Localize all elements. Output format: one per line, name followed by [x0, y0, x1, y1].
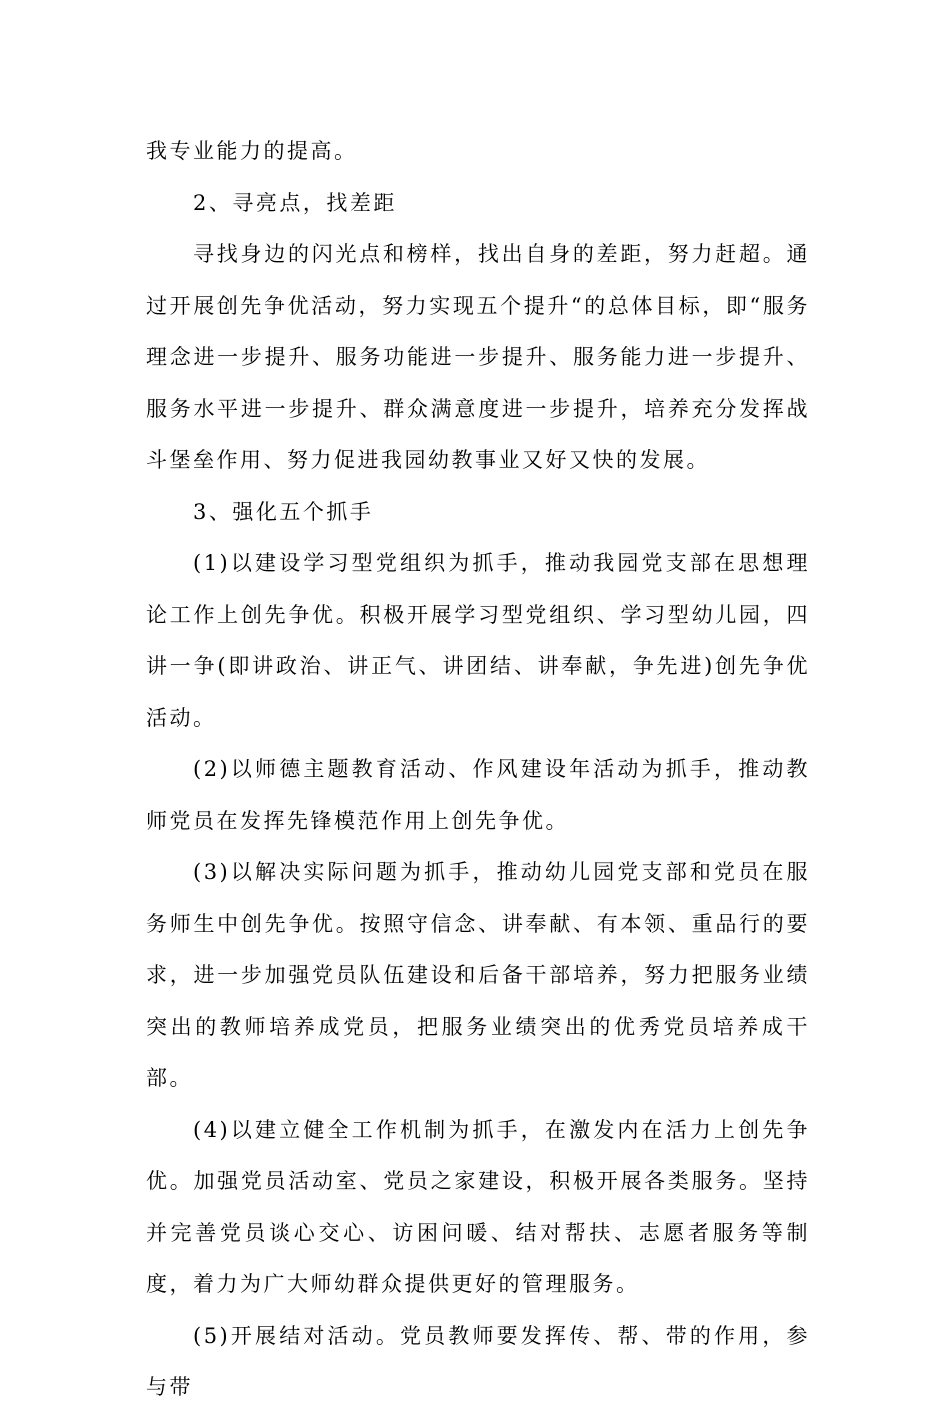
paragraph-goals: 寻找身边的闪光点和榜样，找出自身的差距，努力赶超。通过开展创先争优活动，努力实现五个提升“的总体目标，即“服务理念进一步提升、服务功能进一步提升、服务能力进一步提升、服务水平进一步提升、群众满意度进一步提升，培养充分发挥战斗堡垒作用、努力促进我园幼教事业又好又快的发展。 [146, 242, 810, 472]
paragraph-continuation: 我专业能力的提高。 [146, 139, 358, 163]
list-item-1: (1)以建设学习型党组织为抓手，推动我园党支部在思想理论工作上创先争优。积极开展学习型党组织、学习型幼儿园，四讲一争(即讲政治、讲正气、讲团结、讲奉献，争先进)创先争优活动。 [146, 551, 810, 730]
list-item-3: (3)以解决实际问题为抓手，推动幼儿园党支部和党员在服务师生中创先争优。按照守信念、讲奉献、有本领、重品行的要求，进一步加强党员队伍建设和后备干部培养，努力把服务业绩突出的教师培养成党员，把服务业绩突出的优秀党员培养成干部。 [146, 860, 810, 1090]
list-item-2: (2)以师德主题教育活动、作风建设年活动为抓手，推动教师党员在发挥先锋模范作用上创先争优。 [146, 757, 810, 833]
document-body [146, 126, 810, 1414]
list-item-5: (5)开展结对活动。党员教师要发挥传、帮、带的作用，参与带 [146, 1323, 810, 1399]
section-heading-2: 2、寻亮点，找差距 [193, 190, 397, 215]
section-heading-3: 3、强化五个抓手 [193, 499, 374, 524]
list-item-4: (4)以建立健全工作机制为抓手，在激发内在活力上创先争优。加强党员活动室、党员之家建设，积极开展各类服务。坚持并完善党员谈心交心、访困问暖、结对帮扶、志愿者服务等制度，着力为广大师幼群众提供更好的管理服务。 [146, 1117, 810, 1296]
